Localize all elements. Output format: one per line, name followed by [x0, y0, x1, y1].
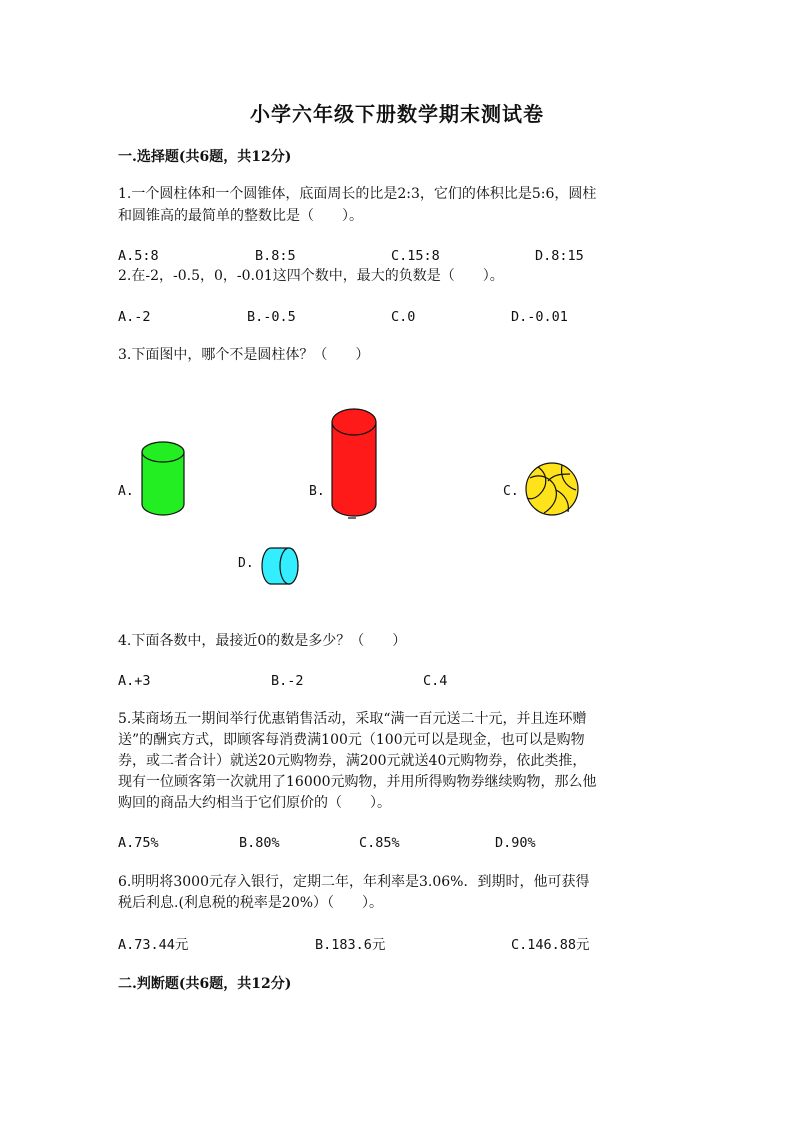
question-5-option-a: A.75%: [118, 835, 159, 851]
question-5-line-3: 券，或二者合计）就送20元购物券，满200元就送40元购物券，依此类推，: [118, 753, 587, 769]
question-1-option-d: D.8:15: [535, 248, 584, 264]
question-1-option-a: A.5:8: [118, 248, 159, 264]
cyan-cylinder-figure: [261, 546, 301, 586]
question-5-line-4: 现有一位顾客第一次就用了16000元购物，并用所得购物券继续购物，那么他: [118, 774, 597, 790]
question-4-option-a: A.+3: [118, 673, 151, 689]
question-5-option-c: C.85%: [359, 835, 400, 851]
question-3-label-b: B.: [309, 484, 325, 499]
question-6-line-1: 6.明明将3000元存入银行，定期二年，年利率是3.06%．到期时，他可获得: [118, 874, 590, 890]
question-5-line-5: 购回的商品大约相当于它们原价的（ ）。: [118, 795, 391, 811]
section-heading-judgment: 二.判断题(共6题，共12分): [118, 976, 292, 992]
question-2-line-1: 2.在-2，-0.5，0，-0.01这四个数中，最大的负数是（ ）。: [118, 268, 504, 284]
question-6-option-a: A.73.44元: [118, 937, 189, 953]
section-heading-choice: 一.选择题(共6题，共12分): [118, 149, 292, 165]
question-3-label-c: C.: [503, 484, 519, 499]
question-1-option-b: B.8:5: [255, 248, 296, 264]
question-6-option-c: C.146.88元: [511, 937, 590, 953]
question-5-line-1: 5.某商场五一期间举行优惠销售活动，采取“满一百元送二十元，并且连环赠: [118, 711, 587, 727]
question-5-option-d: D.90%: [495, 835, 536, 851]
question-3-label-d: D.: [238, 556, 254, 571]
question-4-line-1: 4.下面各数中，最接近0的数是多少？（ ）: [118, 633, 407, 649]
question-5-option-b: B.80%: [239, 835, 280, 851]
question-6-line-2: 税后利息.(利息税的税率是20%）（ ）。: [118, 895, 384, 911]
question-4-option-b: B.-2: [271, 673, 304, 689]
question-4-option-c: C.4: [423, 673, 448, 689]
question-5-line-2: 送”的酬宾方式，即顾客每消费满100元（100元可以是现金，也可以是购物: [118, 732, 585, 748]
question-1-line-1: 1.一个圆柱体和一个圆锥体，底面周长的比是2:3，它们的体积比是5:6，圆柱: [118, 186, 597, 202]
question-2-option-a: A.-2: [118, 309, 151, 325]
question-6-option-b: B.183.6元: [315, 937, 386, 953]
question-3-line-1: 3.下面图中，哪个不是圆柱体？（ ）: [118, 347, 370, 363]
question-1-option-c: C.15:8: [391, 248, 440, 264]
yellow-ball-figure: [524, 460, 580, 518]
green-cylinder-figure: [140, 440, 186, 518]
question-2-option-d: D.-0.01: [511, 309, 568, 325]
page-title: 小学六年级下册数学期末测试卷: [250, 102, 544, 126]
question-1-line-2: 和圆锥高的最简单的整数比是（ ）。: [118, 208, 363, 224]
question-2-option-b: B.-0.5: [247, 309, 296, 325]
red-cylinder-figure: [330, 406, 378, 520]
question-2-option-c: C.0: [391, 309, 416, 325]
question-3-label-a: A.: [118, 484, 134, 499]
